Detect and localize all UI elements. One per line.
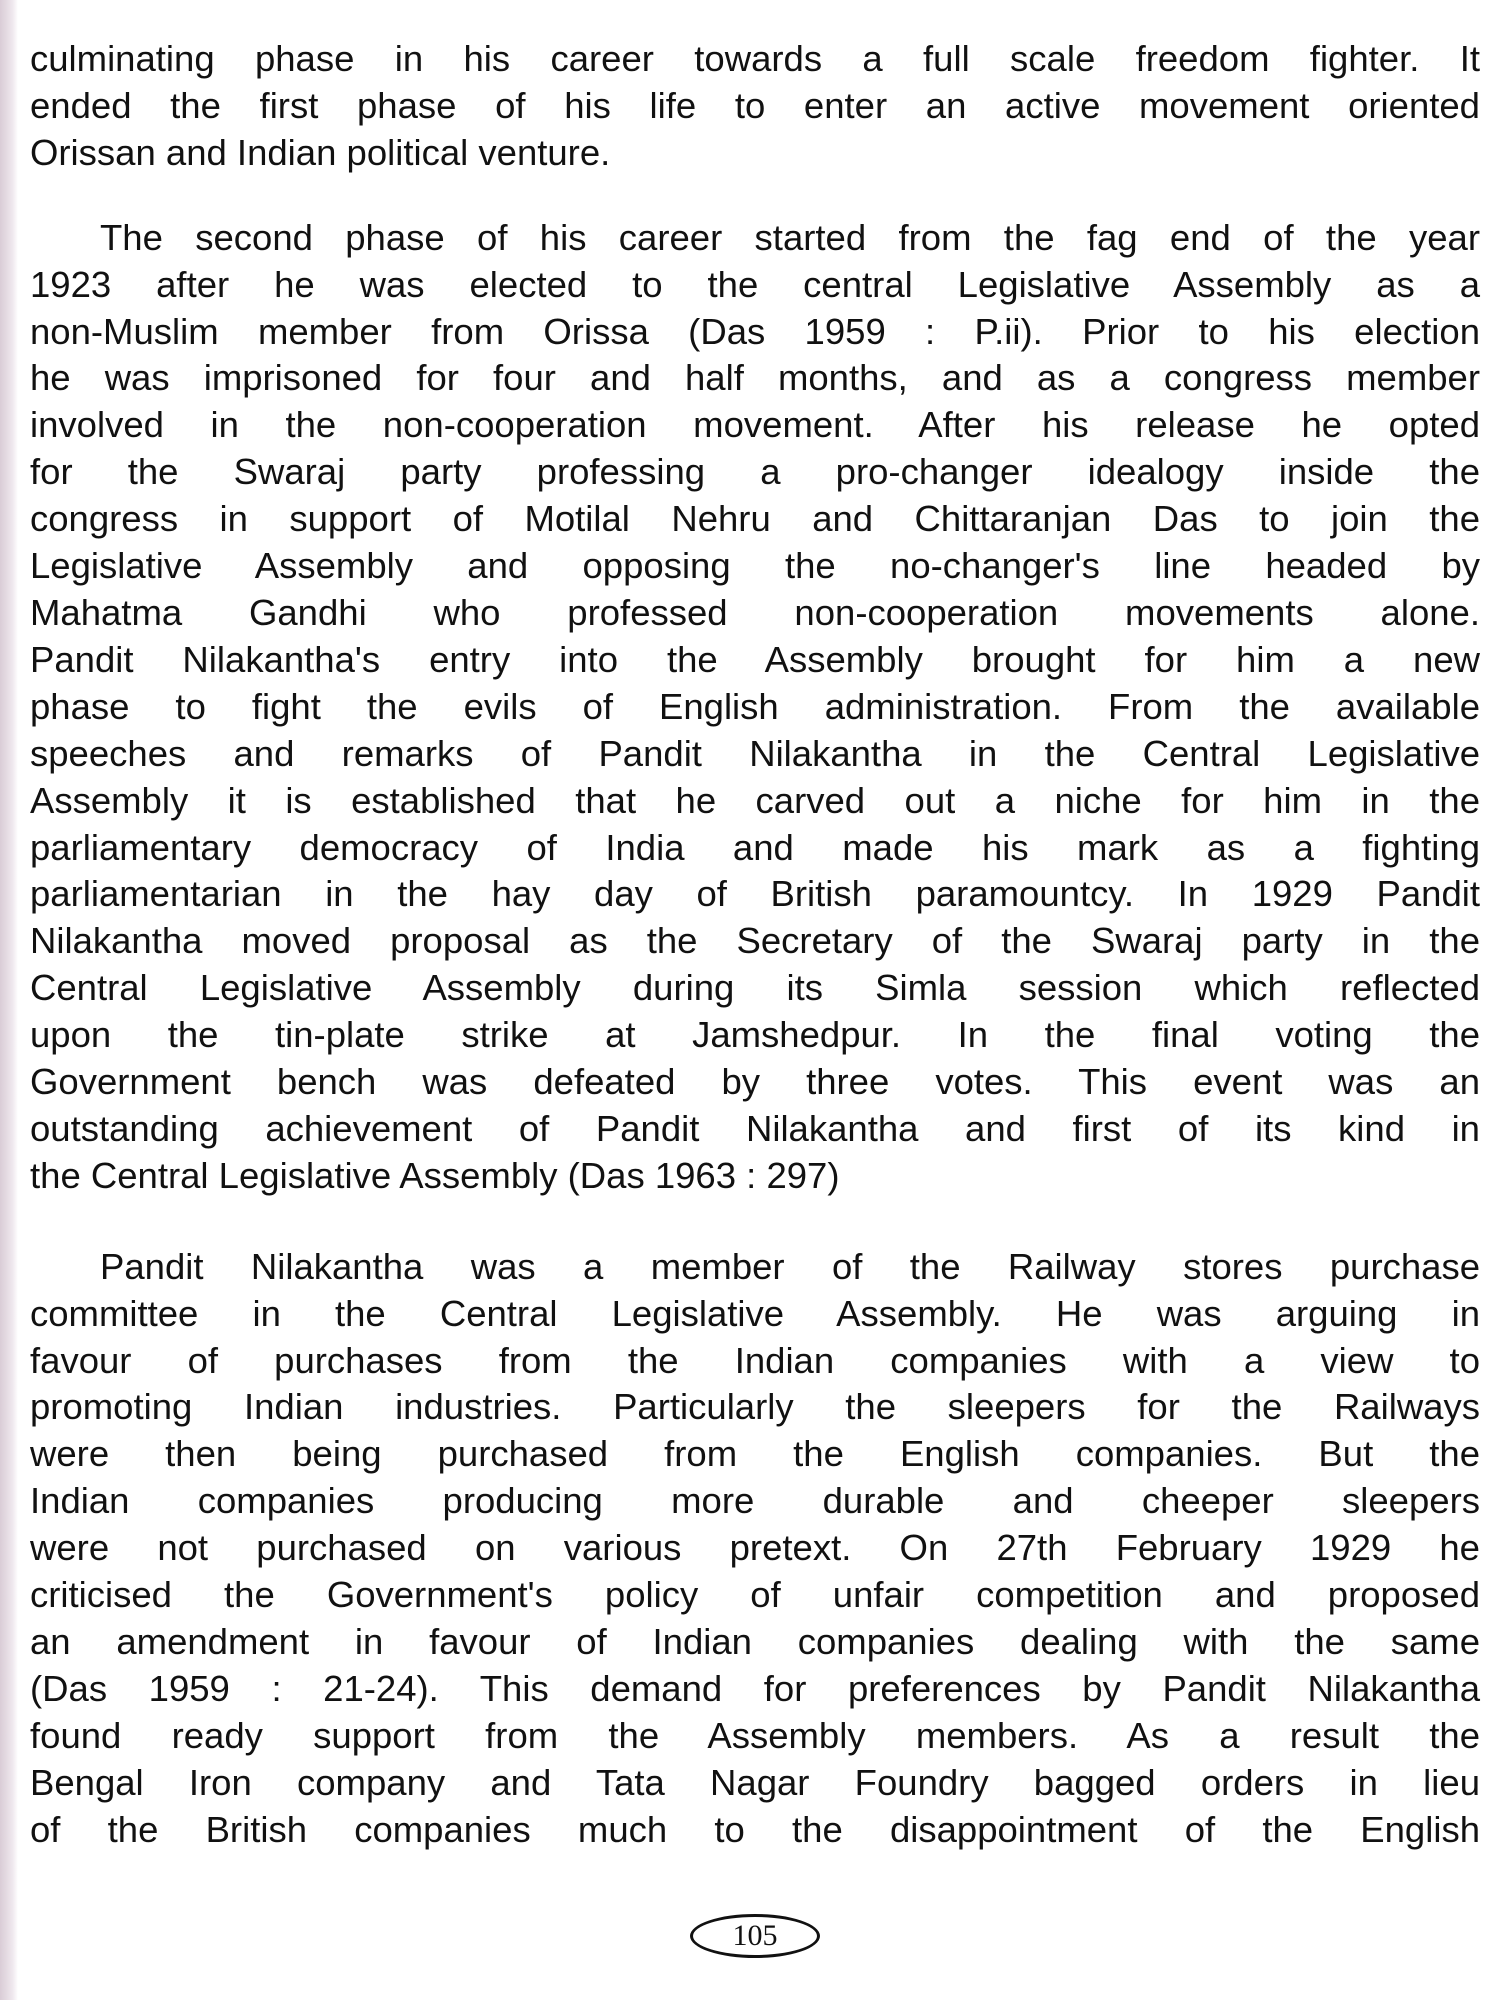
- text-line: an amendment in favour of Indian companies dealing with the same: [30, 1621, 1480, 1662]
- text-line: The second phase of his career started from the fag end of the year: [100, 216, 1480, 258]
- text-line: favour of purchases from the Indian companies with a view to: [30, 1339, 1480, 1381]
- text-line: committee in the Central Legislative Assembly. He was arguing in: [30, 1292, 1480, 1334]
- page-body: [30, 36, 1480, 1854]
- text-line: Assembly it is established that he carved out a niche for him in the: [30, 779, 1480, 821]
- text-line: ended the first phase of his life to enter an active movement oriented: [30, 84, 1480, 126]
- text-line: non-Muslim member from Orissa (Das 1959 : P.ii). Prior to his election: [30, 310, 1480, 352]
- text-line: speeches and remarks of Pandit Nilakantha in the Central Legislative: [30, 732, 1480, 774]
- text-line: he was imprisoned for four and half months, and as a congress member: [30, 357, 1480, 399]
- text-line: the Central Legislative Assembly (Das 1963 : 297): [30, 1154, 840, 1196]
- text-line: Government bench was defeated by three votes. This event was an: [30, 1061, 1480, 1103]
- text-line: were not purchased on various pretext. On 27th February 1929 he: [30, 1527, 1480, 1569]
- text-line: congress in support of Motilal Nehru and Chittaranjan Das to join the: [30, 498, 1480, 540]
- text-line: Indian companies producing more durable and cheeper sleepers: [30, 1480, 1480, 1522]
- text-line: Orissan and Indian political venture.: [30, 131, 611, 173]
- text-line: Bengal Iron company and Tata Nagar Foundry bagged orders in lieu: [30, 1761, 1480, 1803]
- text-line: were then being purchased from the English companies. But the: [30, 1433, 1480, 1475]
- text-line: Mahatma Gandhi who professed non-cooperation movements alone.: [30, 591, 1480, 633]
- text-line: Pandit Nilakantha was a member of the Railway stores purchase: [100, 1245, 1480, 1287]
- text-line: Central Legislative Assembly during its Simla session which reflected: [30, 967, 1480, 1009]
- text-line: for the Swaraj party professing a pro-changer idealogy inside the: [30, 451, 1480, 493]
- text-line: Pandit Nilakantha's entry into the Assembly brought for him a new: [30, 638, 1480, 680]
- text-line: promoting Indian industries. Particularly the sleepers for the Railways: [30, 1386, 1480, 1428]
- text-line: (Das 1959 : 21-24). This demand for preferences by Pandit Nilakantha: [30, 1667, 1480, 1709]
- text-line: parliamentary democracy of India and made his mark as a fighting: [30, 826, 1480, 868]
- page-number: 105: [690, 1914, 820, 1958]
- text-line: criticised the Government's policy of unfair competition and proposed: [30, 1574, 1480, 1616]
- text-line: Nilakantha moved proposal as the Secretary of the Swaraj party in the: [30, 920, 1480, 962]
- paragraph: [30, 36, 1480, 177]
- scan-binding-edge: [0, 0, 18, 2000]
- text-line: upon the tin-plate strike at Jamshedpur. In the final voting the: [30, 1014, 1480, 1056]
- text-line: of the British companies much to the disappointment of the English: [30, 1808, 1480, 1850]
- text-line: culminating phase in his career towards a full scale freedom fighter. It: [30, 38, 1480, 79]
- paragraph: [30, 215, 1480, 1200]
- text-line: 1923 after he was elected to the central Legislative Assembly as a: [30, 263, 1480, 305]
- text-line: involved in the non-cooperation movement. After his release he opted: [30, 404, 1480, 446]
- text-line: parliamentarian in the hay day of British paramountcy. In 1929 Pandit: [30, 873, 1480, 915]
- text-line: found ready support from the Assembly members. As a result the: [30, 1714, 1480, 1756]
- text-line: phase to fight the evils of English administration. From the available: [30, 685, 1480, 727]
- text-line: Legislative Assembly and opposing the no-changer's line headed by: [30, 545, 1480, 587]
- text-line: outstanding achievement of Pandit Nilakantha and first of its kind in: [30, 1107, 1480, 1149]
- paragraph: [30, 1244, 1480, 1854]
